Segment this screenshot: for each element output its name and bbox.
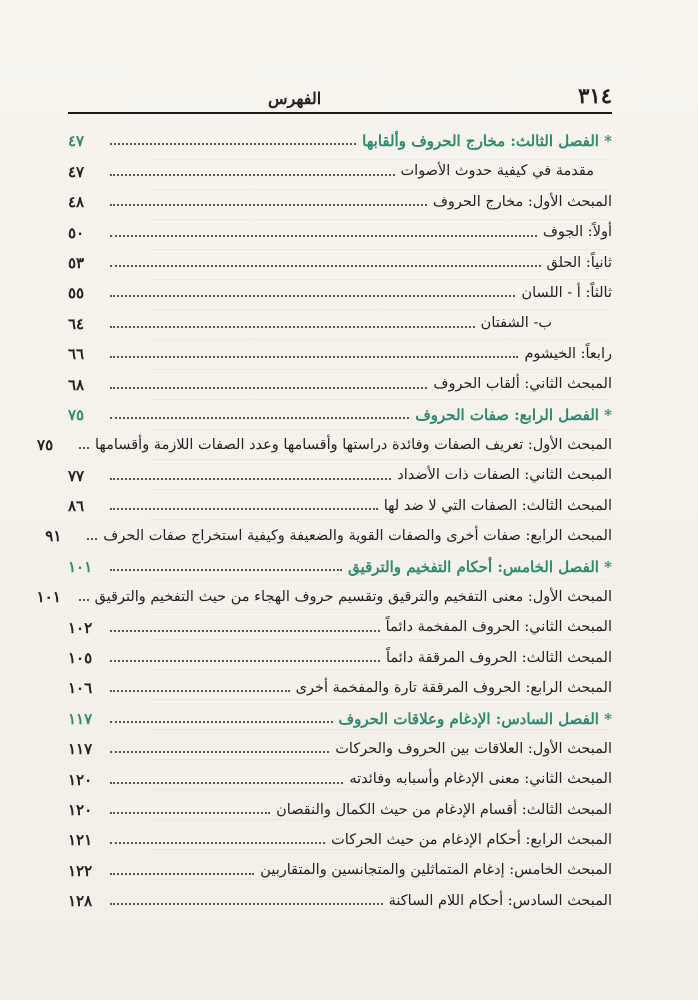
toc-row [68, 880, 612, 910]
toc-row [36, 576, 612, 607]
toc-row [68, 302, 612, 332]
page-ref: ٧٥ [68, 405, 85, 424]
page-ref: ١٠٦ [68, 679, 93, 698]
page-ref: ٧٧ [68, 466, 85, 485]
entry-title: المبحث الثاني: ألقاب الحروف [433, 376, 612, 393]
toc-row [68, 789, 612, 819]
toc-row [68, 181, 612, 211]
page-ref: ١٢٢ [68, 861, 93, 880]
toc-row [68, 485, 612, 515]
page-header [68, 82, 612, 114]
toc-row [68, 667, 612, 697]
toc-row [68, 150, 612, 180]
page-ref: ١١٧ [68, 740, 93, 759]
dot-leader [110, 842, 325, 844]
dot-leader [110, 569, 342, 571]
dot-leader [79, 447, 89, 449]
toc-row [68, 272, 612, 302]
dot-leader [110, 812, 270, 814]
entry-title: المبحث الأول: تعريف الصفات وفائدة دراستها وأقسامها وعدد الصفات اللازمة وأقسامها [95, 436, 612, 453]
page-ref: ١٢٨ [68, 892, 93, 911]
page-ref: ١٢٠ [68, 800, 93, 819]
toc-row [68, 242, 612, 272]
entry-title: ب- الشفتان [480, 315, 552, 332]
toc-row [68, 637, 612, 667]
table-of-contents [36, 120, 612, 911]
toc-row [68, 454, 612, 484]
chapter-title: * الفصل الثالث: مخارج الحروف وألقابها [362, 132, 612, 151]
dot-leader [87, 538, 97, 540]
toc-chapter-row [68, 120, 612, 150]
page-ref: ٥٣ [68, 253, 85, 272]
page-ref: ٥٠ [68, 223, 85, 242]
page-ref: ٧٥ [37, 436, 54, 455]
toc-row [68, 728, 612, 758]
toc-row [68, 819, 612, 849]
page-ref: ١١٧ [68, 709, 93, 728]
entry-title: رابعاً: الخيشوم [524, 345, 612, 362]
dot-leader [110, 903, 383, 905]
entry-title: ثانياً: الحلق [546, 254, 612, 271]
dot-leader [110, 387, 427, 389]
entry-title: المبحث الثالث: أقسام الإدغام من حيث الكمال والنقصان [276, 801, 612, 818]
entry-title: المبحث الثاني: معنى الإدغام وأسبابه وفائدته [349, 771, 612, 788]
toc-row [68, 363, 612, 393]
page-ref: ١٢١ [68, 831, 93, 850]
dot-leader [110, 782, 343, 784]
dot-leader [110, 417, 409, 419]
toc-row [68, 849, 612, 879]
toc-chapter-row [68, 697, 612, 727]
toc-row [68, 606, 612, 636]
dot-leader [110, 295, 515, 297]
dot-leader [110, 630, 380, 632]
running-title: الفهرس [268, 89, 322, 108]
entry-title: المبحث الثاني: الحروف المفخمة دائماً [385, 619, 612, 636]
toc-row [68, 758, 612, 788]
entry-title: المبحث الرابع: صفات أخرى والصفات القوية والضعيفة وكيفية استخراج صفات الحرف [103, 528, 612, 545]
dot-leader [110, 478, 391, 480]
page-ref: ٦٦ [68, 345, 85, 364]
page-ref: ٨٦ [68, 497, 85, 516]
dot-leader [110, 143, 356, 145]
entry-title: المبحث السادس: أحكام اللام الساكنة [388, 892, 612, 909]
page-number: ٣١٤ [578, 83, 612, 108]
entry-title: المبحث الثاني: الصفات ذات الأضداد [397, 467, 612, 484]
page-ref: ٤٧ [68, 162, 85, 181]
toc-row [68, 333, 612, 363]
chapter-title: * الفصل الرابع: صفات الحروف [415, 405, 612, 424]
dot-leader [110, 326, 475, 328]
toc-chapter-row [68, 394, 612, 424]
dot-leader [110, 174, 395, 176]
dot-leader [79, 599, 89, 601]
entry-title: المبحث الأول: معنى التفخيم والترقيق وتقسيم حروف الهجاء من حيث التفخيم والترقيق [94, 588, 612, 605]
page-ref: ١٠٥ [68, 649, 93, 668]
dot-leader [110, 204, 427, 206]
toc-row [45, 515, 612, 546]
entry-title: المبحث الأول: العلاقات بين الحروف والحركات [335, 740, 612, 757]
page-ref: ٦٤ [68, 314, 85, 333]
entry-title: المبحث الرابع: أحكام الإدغام من حيث الحركات [331, 831, 612, 848]
page-ref: ٦٨ [68, 375, 85, 394]
page-ref: ١٠١ [68, 557, 93, 576]
dot-leader [110, 235, 537, 237]
dot-leader [110, 751, 329, 753]
entry-title: المبحث الأول: مخارج الحروف [432, 193, 612, 210]
toc-row [68, 211, 612, 241]
dot-leader [110, 508, 378, 510]
dot-leader [110, 265, 541, 267]
dot-leader [110, 721, 333, 723]
dot-leader [110, 660, 380, 662]
page-ref: ١٠٢ [68, 618, 93, 637]
chapter-title: * الفصل الخامس: أحكام التفخيم والترقيق [348, 557, 612, 576]
page-ref: ١٠١ [36, 588, 61, 607]
dot-leader [110, 873, 254, 875]
entry-title: أولاً: الجوف [542, 224, 612, 241]
dot-leader [110, 690, 290, 692]
entry-title: المبحث الخامس: إدغام المتماثلين والمتجانسين والمتقاربين [260, 862, 612, 879]
entry-title: المبحث الثالث: الصفات التي لا ضد لها [383, 497, 612, 514]
toc-chapter-row [68, 545, 612, 575]
entry-title: ثالثاً: أ - اللسان [521, 284, 612, 301]
chapter-title: * الفصل السادس: الإدغام وعلاقات الحروف [338, 709, 612, 728]
entry-title: مقدمة في كيفية حدوث الأصوات [400, 163, 594, 180]
dot-leader [110, 356, 518, 358]
page-ref: ٤٨ [68, 193, 85, 212]
toc-row [37, 424, 612, 455]
entry-title: المبحث الرابع: الحروف المرققة تارة والمفخمة أخرى [295, 680, 612, 697]
page-ref: ٥٥ [68, 284, 85, 303]
page-ref: ١٢٠ [68, 770, 93, 789]
page-ref: ٤٧ [68, 132, 85, 151]
entry-title: المبحث الثالث: الحروف المرققة دائماً [385, 649, 612, 666]
page-ref: ٩١ [45, 527, 62, 546]
